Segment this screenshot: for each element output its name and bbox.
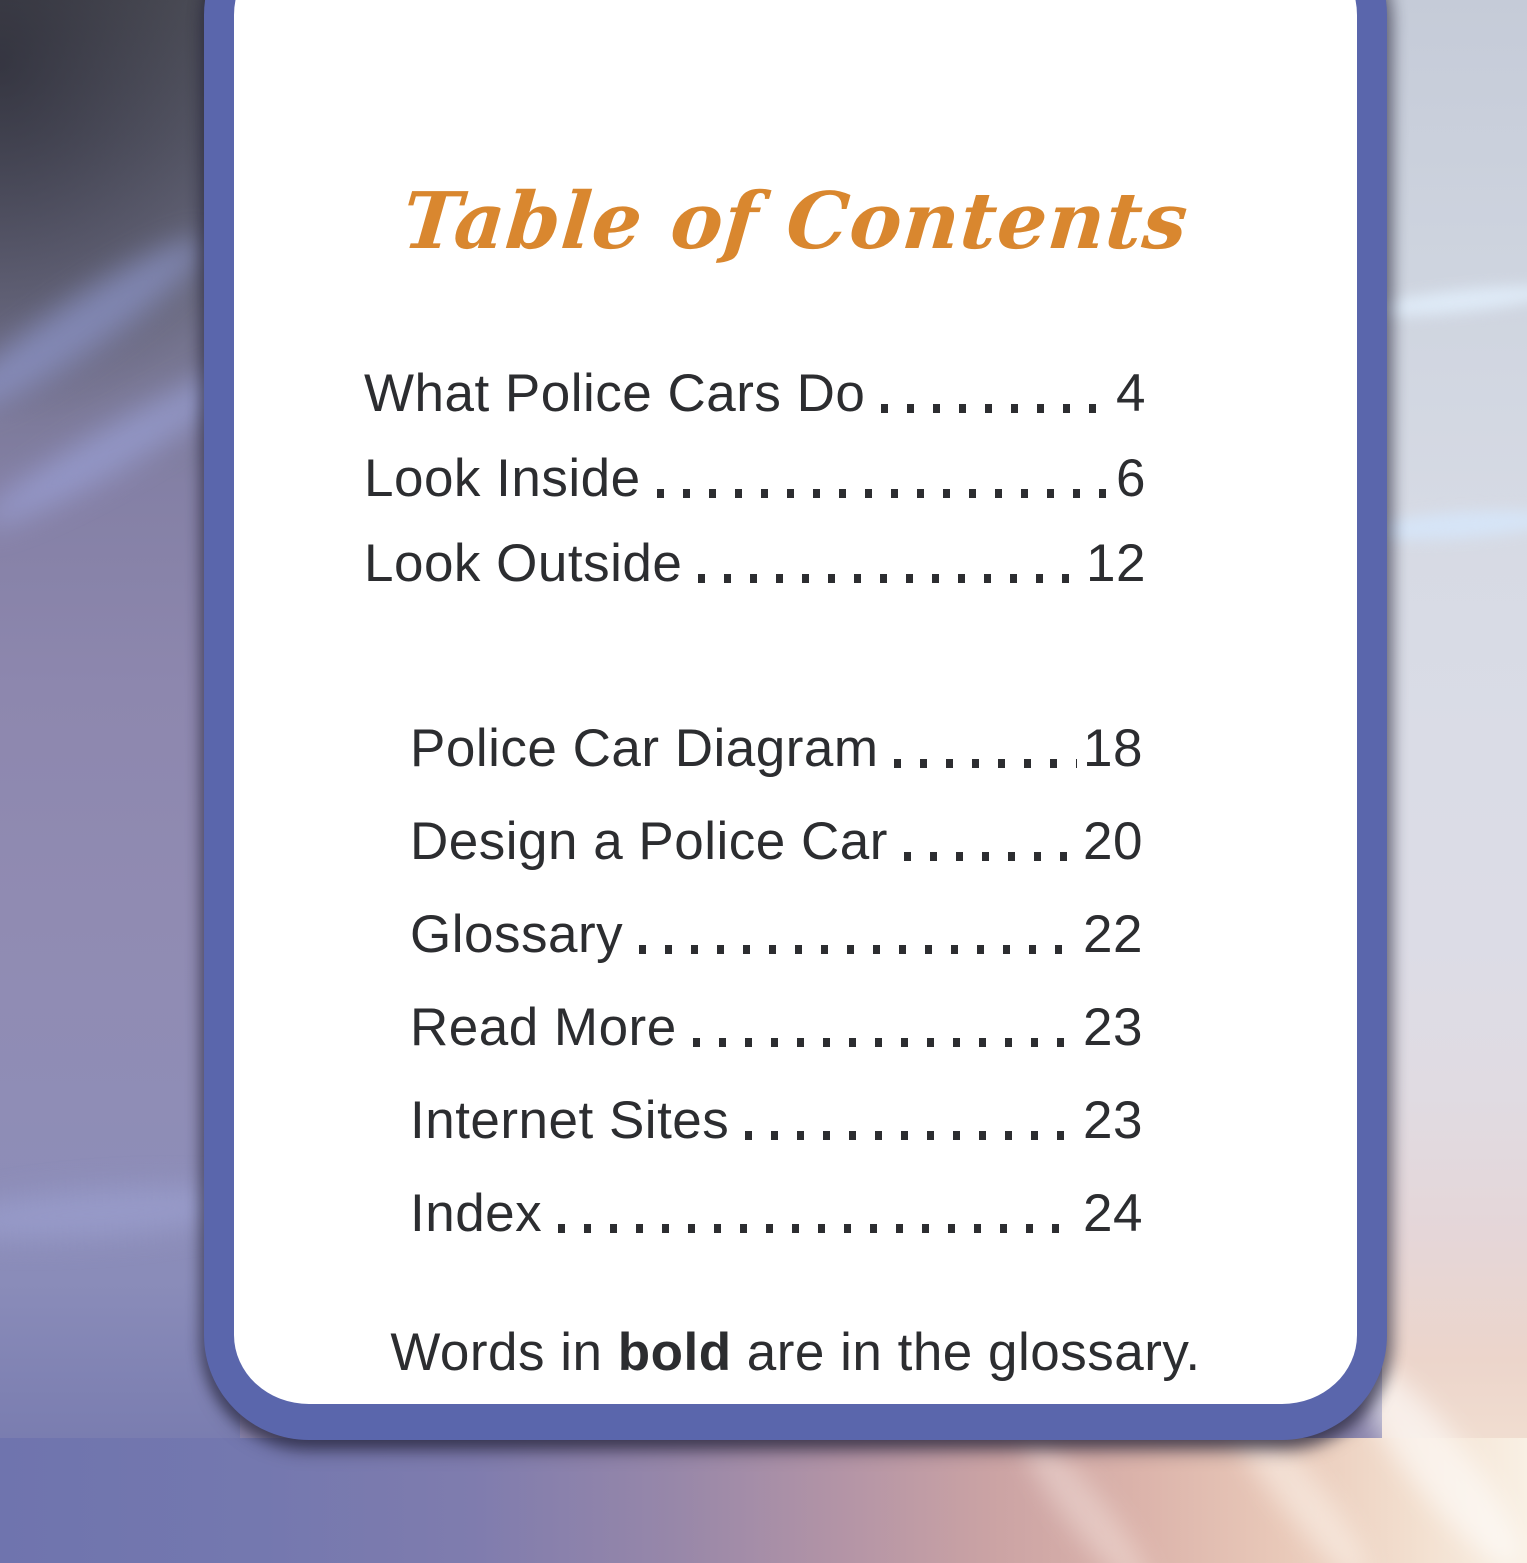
dot-leader — [639, 945, 1077, 954]
toc-entry-page: 23 — [1083, 998, 1143, 1057]
dot-leader — [693, 1038, 1077, 1047]
toc-entry-page: 18 — [1083, 719, 1143, 778]
toc-entry-label: Look Inside — [364, 449, 641, 508]
toc-entry — [410, 1184, 1143, 1244]
toc-entry-page: 6 — [1116, 449, 1146, 508]
toc-entry — [364, 534, 1146, 594]
dot-leader — [558, 1224, 1077, 1233]
background-right-lights — [1382, 0, 1527, 1563]
toc-entry-label: Glossary — [410, 905, 624, 964]
toc-entry-page: 20 — [1083, 812, 1143, 871]
glossary-note-suffix: are in the glossary. — [731, 1323, 1201, 1382]
glossary-note — [234, 1323, 1357, 1383]
toc-backmatter-list — [410, 719, 1143, 1277]
toc-entry — [410, 812, 1143, 872]
dot-leader — [745, 1131, 1077, 1140]
toc-entry-label: Read More — [410, 998, 677, 1057]
glossary-note-prefix: Words in — [390, 1323, 618, 1382]
toc-entry-page: 4 — [1116, 364, 1146, 423]
toc-entry — [410, 905, 1143, 965]
toc-entry-page: 24 — [1083, 1184, 1143, 1243]
toc-entry — [364, 364, 1146, 424]
toc-entry — [410, 719, 1143, 779]
toc-entry-page: 12 — [1086, 534, 1146, 593]
toc-entry-label: Look Outside — [364, 534, 683, 593]
dot-leader — [657, 489, 1110, 498]
toc-entry — [364, 449, 1146, 509]
toc-entry-label: Index — [410, 1184, 543, 1243]
toc-entry-label: What Police Cars Do — [364, 364, 866, 423]
toc-entry-page: 23 — [1083, 1091, 1143, 1150]
dot-leader — [881, 404, 1110, 413]
page-title: Table of Contents — [399, 176, 1192, 267]
glossary-note-bold-word: bold — [617, 1323, 732, 1382]
toc-entry-label: Design a Police Car — [410, 812, 888, 871]
toc-entry-page: 22 — [1083, 905, 1143, 964]
toc-entry — [410, 998, 1143, 1058]
dot-leader — [698, 574, 1080, 583]
toc-entry-label: Police Car Diagram — [410, 719, 879, 778]
toc-entry — [410, 1091, 1143, 1151]
toc-entry-label: Internet Sites — [410, 1091, 730, 1150]
dot-leader — [904, 852, 1077, 861]
dot-leader — [894, 759, 1077, 768]
toc-main-list — [364, 364, 1146, 619]
